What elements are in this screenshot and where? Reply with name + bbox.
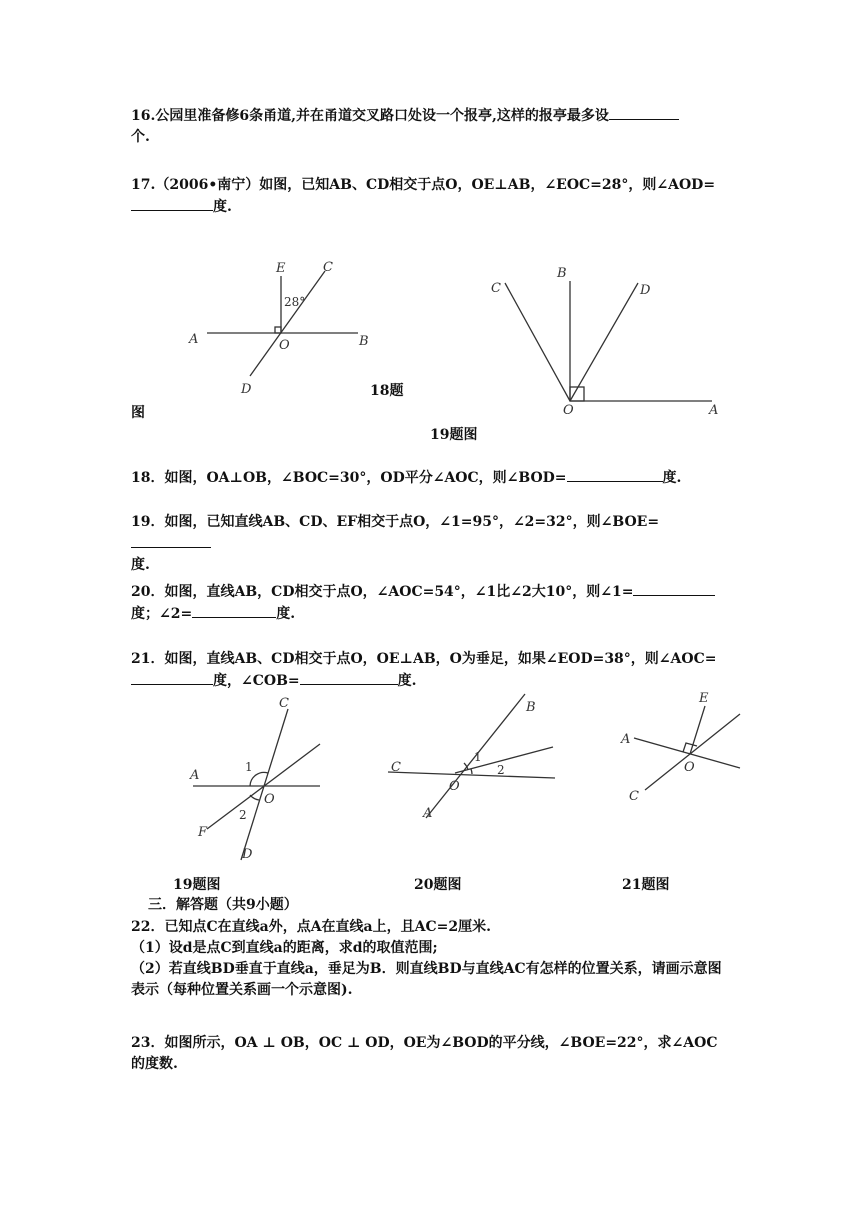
caption-19: 19题图 [173,877,221,893]
answer-blank[interactable] [131,196,213,211]
line-oc [505,283,570,401]
angle-2-arc [250,795,259,800]
answer-blank[interactable] [633,581,715,596]
question-18 [131,467,731,489]
question-19-end: 度. [131,557,150,573]
question-16 [131,105,731,148]
question-23-text: 23．如图所示，OA ⊥ OB，OC ⊥ OD，OE为∠BOD的平分线，∠BOE=22°，求∠AOC的度数. [131,1035,718,1072]
question-23 [131,1033,731,1075]
angle-label: 28° [284,295,306,309]
section-heading: 三．解答题（共9小题） [148,897,298,913]
question-20 [131,581,731,625]
question-22-line2: （1）设d是点C到直线a的距离，求d的取值范围; [131,940,438,956]
question-17-end: 度. [213,199,232,215]
question-22-line3: （2）若直线BD垂直于直线a，垂足为B．则直线BD与直线AC有怎样的位置关系，请画示意图表示（每种位置关系画一个示意图). [131,961,722,998]
label-o: O [279,338,290,353]
label-o: O [563,403,574,418]
caption-20: 20题图 [414,877,462,893]
label-2: 2 [497,763,505,777]
question-17-text: 17.（2006•南宁）如图，已知AB、CD相交于点O，OE⊥AB，∠EOC=28°，则∠AOD= [131,177,716,193]
line-cd [241,709,288,860]
answer-blank[interactable] [131,533,211,548]
question-21-mid: 度，∠COB= [213,673,300,689]
question-16-text: 16.公园里准备修6条甬道,并在甬道交叉路口处设一个报亭,这样的报亭最多设 [131,108,609,124]
question-21 [131,649,731,692]
line-cd [645,714,740,790]
answer-blank[interactable] [192,603,276,618]
right-angle-mark [570,387,584,401]
question-21-end: 度. [397,673,417,689]
line-ab [426,694,525,818]
label-a: A [423,806,433,821]
answer-blank[interactable] [567,467,663,482]
line-ab [634,738,740,768]
question-16-end: 个. [131,129,150,145]
label-d: D [640,283,651,298]
line-ef [207,744,320,829]
answer-blank[interactable] [131,670,213,685]
angle-2-arc [471,769,472,774]
caption-18: 18题 [370,383,404,399]
label-a: A [189,332,199,347]
caption-18-cont: 图 [131,405,145,421]
question-18-end: 度. [662,470,682,486]
line-od [570,283,638,401]
label-c: C [323,260,333,275]
line-oe [690,706,705,754]
question-20-end: 度. [276,606,296,622]
label-a: A [621,732,631,747]
label-b: B [526,700,536,715]
label-a: A [190,768,200,783]
question-17 [131,175,731,218]
right-angle-mark [683,743,697,752]
label-d: D [241,382,252,397]
question-20-mid: 度；∠2= [131,606,193,622]
label-b: B [359,334,369,349]
caption-21: 21题图 [622,877,670,893]
question-21-text: 21．如图，直线AB、CD相交于点O，OE⊥AB，O为垂足，如果∠EOD=38°，则∠AOC= [131,651,717,667]
ray-oe [455,747,553,773]
label-o: O [684,760,695,775]
label-e: E [276,261,286,276]
question-20-text: 20．如图，直线AB，CD相交于点O，∠AOC=54°，∠1比∠2大10°，则∠1= [131,584,634,600]
answer-blank[interactable] [300,670,398,685]
label-1: 1 [474,750,482,764]
label-f: F [198,825,208,840]
answer-blank[interactable] [609,105,679,120]
question-18-text: 18．如图，OA⊥OB，∠BOC=30°，OD平分∠AOC，则∠BOD= [131,470,567,486]
label-o: O [449,779,460,794]
label-c: C [391,760,401,775]
angle-1-arc [464,763,468,770]
question-19 [131,512,731,576]
label-a: A [709,403,719,418]
label-o: O [264,792,275,807]
question-22 [131,917,731,1001]
question-19-text: 19．如图，已知直线AB、CD、EF相交于点O，∠1=95°，∠2=32°，则∠BOE= [131,514,660,530]
label-c: C [279,696,289,711]
caption-19-top: 19题图 [430,427,478,443]
line-cd [388,772,555,778]
right-angle-mark [275,327,281,333]
line-cd [250,271,325,376]
label-e: E [699,691,709,706]
question-22-line1: 22．已知点C在直线a外，点A在直线a上，且AC=2厘米. [131,919,491,935]
label-d: D [242,847,253,862]
label-2: 2 [239,808,247,822]
angle-1-arc [250,772,268,786]
label-c: C [629,789,639,804]
label-c: C [491,281,501,296]
label-b: B [557,266,567,281]
label-1: 1 [245,760,253,774]
